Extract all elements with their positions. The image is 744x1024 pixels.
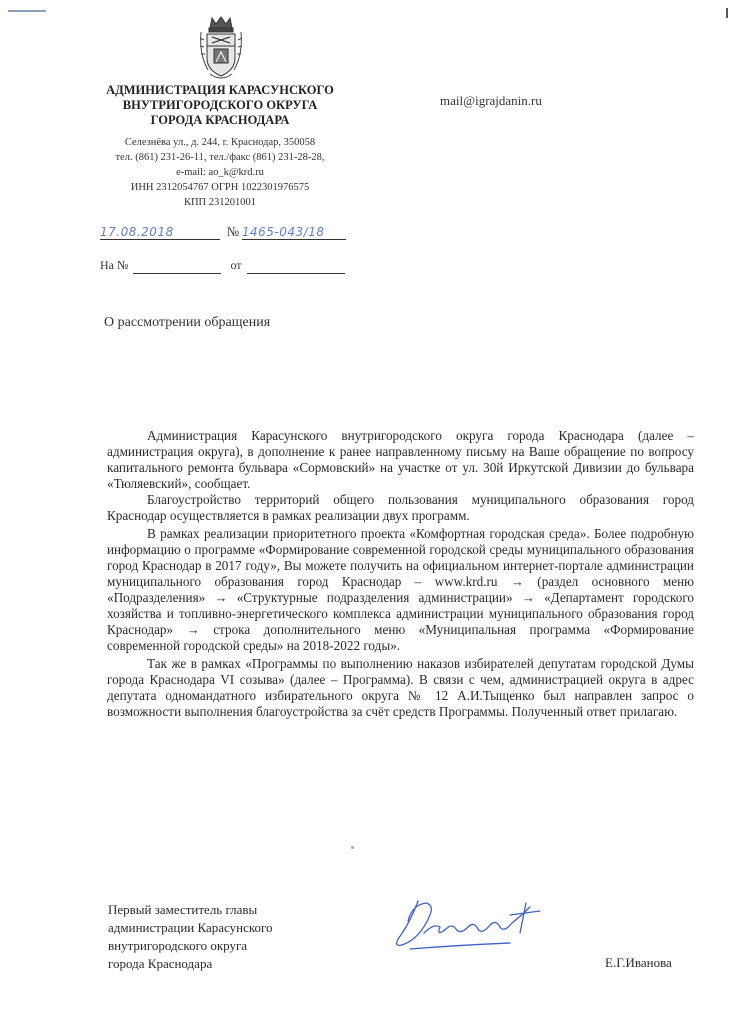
address-line: КПП 231201001: [183, 197, 257, 208]
organization-address: [70, 135, 370, 210]
body-paragraph: Так же в рамках «Программы по выполнению наказов избирателей депутатам городской Думы города Краснодара VI созыва» (далее – Программа). В связи с чем, администрацией округа в адрес депутата одномандатного избирательного округа № 12 А.И.Тыщенко был направлен запрос о возможности выполнения благоустройства за счёт средств Программы. Полученный ответ прилагаю.: [107, 656, 694, 719]
org-line: ГОРОДА КРАСНОДАРА: [150, 113, 290, 127]
handwritten-signature-icon: [390, 893, 565, 955]
handwritten-date: 17.08.2018: [100, 225, 174, 239]
number-field: [242, 225, 346, 240]
org-line: АДМИНИСТРАЦИЯ КАРАСУНСКОГО: [106, 83, 334, 97]
ref-number-field: [133, 258, 221, 274]
org-line: ВНУТРИГОРОДСКОГО ОКРУГА: [122, 98, 318, 112]
scan-edge-mark: [726, 8, 728, 18]
registration-line: [100, 224, 346, 240]
number-sign: №: [226, 224, 240, 239]
body-paragraph: Благоустройство территорий общего пользования муниципального образования город Краснодар осуществляется в рамках реализации двух программ.: [107, 492, 694, 523]
signatory-name: Е.Г.Иванова: [605, 955, 672, 970]
address-line: Селезнёва ул., д. 244, г. Краснодар, 350058: [124, 137, 316, 148]
organization-name: [70, 83, 370, 128]
body-paragraph: Администрация Карасунского внутригородского округа города Краснодара (далее – администрация округа), в дополнение к ранее направленному письму на Ваше обращение по вопросу капитального ремонта бульвара «Сормовский» на участке от ул. 30й Иркутской Дивизии до бульвара «Тюляевский», сообщает.: [107, 428, 694, 491]
scan-speck: [351, 846, 354, 849]
address-line: тел. (861) 231-26-11, тел./факс (861) 231-28-28,: [115, 152, 325, 163]
address-line: ИНН 2312054767 ОГРН 1022301976575: [130, 182, 310, 193]
recipient-email: mail@igrajdanin.ru: [440, 93, 542, 108]
position-line: администрации Карасунского: [108, 920, 273, 935]
position-line: города Краснодара: [108, 956, 213, 971]
position-line: внутригородского округа: [108, 938, 248, 953]
from-label: от: [230, 258, 242, 272]
reference-line: [100, 258, 345, 274]
handwritten-number: 1465-043/18: [241, 225, 325, 239]
coat-of-arms-icon: [198, 14, 244, 82]
letter-subject: О рассмотрении обращения: [104, 315, 271, 330]
ref-date-field: [247, 258, 345, 274]
body-paragraph: В рамках реализации приоритетного проекта «Комфортная городская среда». Более подробную информацию о программе «Формирование современной городской среды муниципального образования город Краснодар в 2017 году», Вы можете получить на официальном интернет-портале администрации муниципального образования город Краснодар – www.krd.ru → (раздел основного меню «Подразделения» → «Структурные подразделения администрации» → «Департамент городского хозяйства и топливно-энергетического комплекса администрации муниципального образования город Краснодар» → строка дополнительного меню «Муниципальная программа «Формирование современной городской среды» на 2018-2022 годы».: [107, 526, 694, 653]
address-line: e-mail: ao_k@krd.ru: [176, 167, 264, 178]
signatory-position: [108, 901, 273, 973]
ref-label: На №: [100, 258, 129, 272]
scan-mark: [8, 10, 46, 12]
letter-body: [107, 428, 694, 720]
date-field: [100, 225, 220, 240]
position-line: Первый заместитель главы: [108, 902, 258, 917]
